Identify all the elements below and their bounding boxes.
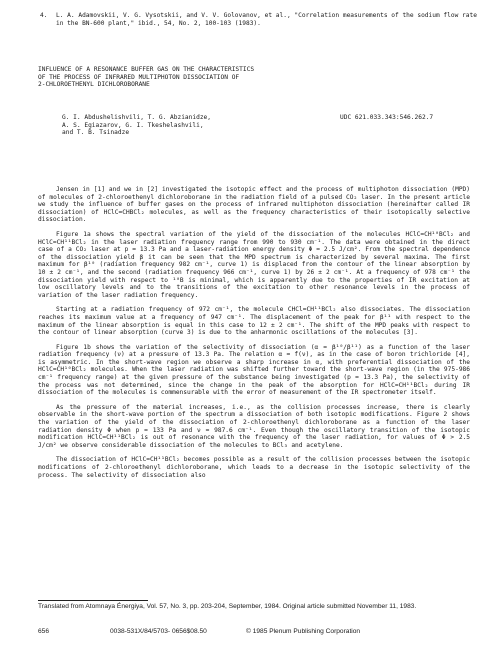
copyright-notice: © 1985 Plenum Publishing Corporation — [246, 628, 361, 635]
author-list — [62, 114, 362, 137]
reference-entry — [40, 12, 480, 27]
body-paragraph: Starting at a radiation frequency of 972 cm⁻¹, the molecule CHCl=CH¹¹BCl₂ also dissociates. The dissociation reaches its maximum value at a frequency of 947 cm⁻¹. The displacement of the peak for β¹¹ with respect to the maximum of the linear absorption is equal in this case to 12 ± 2 cm⁻¹. The shift of the MPD peaks with respect to the contour of linear absorption (curve 3) is due to the anharmonic oscillations of the molecules [3]. — [38, 306, 470, 337]
article-title — [38, 66, 478, 89]
body-paragraph: Jensen in [1] and we in [2] investigated the isotopic effect and the process of multiphoton dissociation (MPD) of molecules of 2-chloroethenyl dichloroborane in the radiation field of a pulsed CO₂ laser. In the present article we study the influence of buffer gases on the process of infrared multiphoton dissociation (hereinafter called IR dissociation) of HClC=CHBCl₂ molecules, as well as the frequency characteristics of their isotopically selective dissociation. — [38, 186, 470, 224]
article-code: 0038-531X/84/5703- 0656$08.50 — [110, 628, 207, 635]
reference-number: 4. — [40, 12, 48, 19]
page-number: 656 — [38, 628, 50, 635]
body-paragraph: The dissociation of HClC=CH¹¹BCl₂ becomes possible as a result of the collision processes between the isotopic modifications of 2-chloroethenyl dichloroborane, which leads to a decrease in the isotopic selectivity of the process. The selectivity of dissociation also — [38, 456, 470, 479]
author-line: and T. B. Tsinadze — [62, 129, 130, 137]
footnote: Translated from Atomnaya Énergiya, Vol. 57, No. 3, pp. 203-204, September, 1984. Original article submitted November 11, 1983. — [38, 603, 417, 610]
article-body — [38, 186, 470, 486]
author-line: G. I. Abdushelishvili, T. G. Abzianidze, — [62, 114, 212, 121]
title-line: OF THE PROCESS OF INFRARED MULTIPHOTON DISSOCIATION OF — [38, 73, 240, 81]
body-paragraph: Figure 1a shows the spectral variation of the yield of the dissociation of the molecules HClC=CH¹⁰BCl₂ and HClC=CH¹¹BCl₂ in the laser radiation frequency range from 990 to 930 cm⁻¹. The data were obtained in the direct case of a CO₂ laser at p = 13.3 Pa and a laser-radiation energy density Φ = 2.5 J/cm². From the spectral dependence of the dissociation yield β it can be seen that the MPD spectrum is characterized by several maxima. The first maximum for β¹⁰ (radiation frequency 982 cm⁻¹, curve 1) is displaced from the contour of the linear absorption by 10 ± 2 cm⁻¹, and the second (radiation frequency 966 cm⁻¹, curve 1) by 26 ± 2 cm⁻¹. At a frequency of 978 cm⁻¹ the dissociation yield with respect to ¹⁰B is minimal, which is apparently due to the properties of IR excitation at low oscillatory levels and to the transitions of the excitation to other resonance levels in the process of variation of the laser radiation frequency. — [38, 230, 470, 299]
title-line: INFLUENCE OF A RESONANCE BUFFER GAS ON THE CHARACTERISTICS — [38, 66, 255, 73]
footnote-divider — [38, 600, 148, 601]
title-line: 2-CHLOROETHENYL DICHLOROBORANE — [38, 81, 150, 89]
body-paragraph: As the pressure of the material increases, i.e., as the collision processes increase, there is clearly observable in the short-wave portion of the spectrum a dissociation of both isotopic modifications. Figure 2 shows the variation of the yield of the dissociation of 2-chloroethenyl dichloroborane as a function of the laser radiation density Φ when p = 133 Pa and ν = 987.6 cm⁻¹. Even though the oscillatory transition of the isotopic modification HClC=CH¹¹BCl₂ is out of resonance with the frequency of the laser radiation, for values of Φ > 2.5 J/cm² we observe considerable dissociation of the molecules to BCl₃ and acetylene. — [38, 403, 470, 449]
reference-text: L. A. Adamovskii, V. G. Vysotskii, and V. V. Golovanov, et al., "Correlation measurements of the sodium flow rate in the BN-600 plant," ibid., 54, No. 2, 100-103 (1983). — [56, 12, 477, 27]
author-line: A. S. Egiazarov, G. I. Tkeshelashvili, — [62, 121, 204, 129]
udc-code: UDC 621.033.343:546.262.7 — [340, 114, 434, 121]
body-paragraph: Figure 1b shows the variation of the selectivity of dissociation (α = β¹⁰/β¹¹) as a function of the laser radiation frequency (ν) at a pressure of 13.3 Pa. The relation α = f(ν), as in the case of boron trichloride [4], is asymmetric. In the short-wave region we observe a sharp increase in α, with preferential dissociation of the HClC=CH¹⁰BCl₂ molecules. When the laser radiation was shifted further toward the short-wave region (in the 975-986 cm⁻¹ frequency range) at the given pressure of the substance being investigated (p = 13.3 Pa), the selectivity of the process was not determined, since the change in the peak of the absorption for HClC=CH¹¹BCl₂ during IR dissociation of the molecules is commensurable with the error of measurement of the IR spectrometer itself. — [38, 343, 470, 397]
